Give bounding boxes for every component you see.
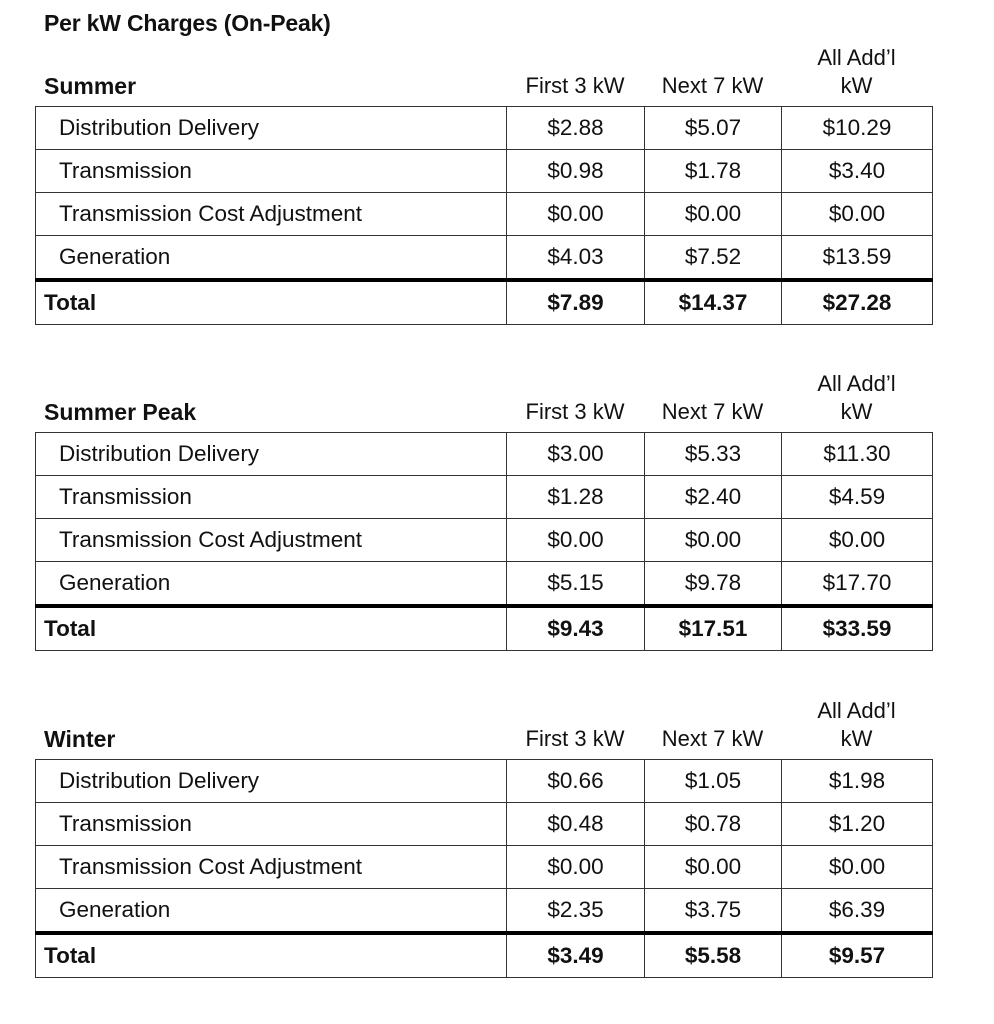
- row-label: Generation: [36, 236, 507, 281]
- page-title: Per kW Charges (On-Peak): [44, 10, 331, 36]
- table-row: [36, 562, 933, 607]
- section-summer-peak: [35, 370, 932, 651]
- cell-value: $0.98: [507, 150, 645, 193]
- column-header-next-7-kw: Next 7 kW: [661, 399, 764, 424]
- rates-table: [35, 759, 933, 978]
- total-label: Total: [36, 606, 507, 651]
- total-value: $9.57: [782, 933, 933, 978]
- cell-value: $9.78: [645, 562, 782, 607]
- rates-table: [35, 432, 933, 651]
- column-header-all-addl-kw: [781, 44, 932, 100]
- row-label: Distribution Delivery: [36, 107, 507, 150]
- total-value: $7.89: [507, 280, 645, 325]
- row-label: Distribution Delivery: [36, 433, 507, 476]
- column-header-first-3-kw: First 3 kW: [525, 726, 625, 751]
- table-row: [36, 889, 933, 934]
- table-row: [36, 760, 933, 803]
- section-header: [35, 370, 932, 432]
- cell-value: $6.39: [782, 889, 933, 934]
- row-label: Distribution Delivery: [36, 760, 507, 803]
- section-header: [35, 44, 932, 106]
- cell-value: $0.00: [507, 519, 645, 562]
- total-value: $14.37: [645, 280, 782, 325]
- cell-value: $2.40: [645, 476, 782, 519]
- cell-value: $0.66: [507, 760, 645, 803]
- total-value: $5.58: [645, 933, 782, 978]
- section-winter: [35, 697, 932, 978]
- table-row: [36, 433, 933, 476]
- cell-value: $1.98: [782, 760, 933, 803]
- cell-value: $2.88: [507, 107, 645, 150]
- column-header-first-3-kw: First 3 kW: [525, 73, 625, 98]
- cell-value: $11.30: [782, 433, 933, 476]
- row-label: Transmission Cost Adjustment: [36, 193, 507, 236]
- table-row: [36, 846, 933, 889]
- table-row: [36, 193, 933, 236]
- total-value: $17.51: [645, 606, 782, 651]
- column-header-next-7-kw: Next 7 kW: [661, 73, 764, 98]
- cell-value: $0.00: [782, 519, 933, 562]
- cell-value: $7.52: [645, 236, 782, 281]
- row-label: Transmission: [36, 803, 507, 846]
- row-label: Transmission: [36, 476, 507, 519]
- cell-value: $0.00: [782, 846, 933, 889]
- column-header-line: kW: [840, 726, 873, 751]
- cell-value: $17.70: [782, 562, 933, 607]
- cell-value: $1.20: [782, 803, 933, 846]
- section-summer: [35, 44, 932, 325]
- cell-value: $2.35: [507, 889, 645, 934]
- cell-value: $0.00: [782, 193, 933, 236]
- column-header-line: All Add’l: [817, 45, 896, 70]
- total-label: Total: [36, 280, 507, 325]
- column-header-first-3-kw: First 3 kW: [525, 399, 625, 424]
- section-header: [35, 697, 932, 759]
- cell-value: $0.00: [645, 846, 782, 889]
- column-header-line: All Add’l: [817, 698, 896, 723]
- total-value: $33.59: [782, 606, 933, 651]
- column-header-next-7-kw: Next 7 kW: [661, 726, 764, 751]
- total-label: Total: [36, 933, 507, 978]
- cell-value: $0.00: [645, 193, 782, 236]
- total-value: $9.43: [507, 606, 645, 651]
- column-header-line: kW: [840, 399, 873, 424]
- column-header-line: kW: [840, 73, 873, 98]
- cell-value: $5.15: [507, 562, 645, 607]
- row-label: Transmission Cost Adjustment: [36, 519, 507, 562]
- total-value: $27.28: [782, 280, 933, 325]
- cell-value: $3.00: [507, 433, 645, 476]
- table-row: [36, 803, 933, 846]
- total-row: [36, 280, 933, 325]
- cell-value: $5.07: [645, 107, 782, 150]
- rates-table: [35, 106, 933, 325]
- table-row: [36, 519, 933, 562]
- cell-value: $3.40: [782, 150, 933, 193]
- table-row: [36, 476, 933, 519]
- row-label: Generation: [36, 562, 507, 607]
- cell-value: $0.00: [645, 519, 782, 562]
- total-value: $3.49: [507, 933, 645, 978]
- row-label: Transmission Cost Adjustment: [36, 846, 507, 889]
- column-header-line: All Add’l: [817, 371, 896, 396]
- row-label: Generation: [36, 889, 507, 934]
- column-header-all-addl-kw: [781, 370, 932, 426]
- table-row: [36, 107, 933, 150]
- cell-value: $4.03: [507, 236, 645, 281]
- cell-value: $1.28: [507, 476, 645, 519]
- cell-value: $1.78: [645, 150, 782, 193]
- total-row: [36, 933, 933, 978]
- column-header-all-addl-kw: [781, 697, 932, 753]
- cell-value: $0.00: [507, 193, 645, 236]
- cell-value: $13.59: [782, 236, 933, 281]
- cell-value: $1.05: [645, 760, 782, 803]
- total-row: [36, 606, 933, 651]
- cell-value: $4.59: [782, 476, 933, 519]
- cell-value: $5.33: [645, 433, 782, 476]
- cell-value: $0.48: [507, 803, 645, 846]
- section-title: Winter: [44, 726, 116, 752]
- cell-value: $0.78: [645, 803, 782, 846]
- table-row: [36, 150, 933, 193]
- row-label: Transmission: [36, 150, 507, 193]
- section-title: Summer Peak: [44, 399, 197, 425]
- cell-value: $10.29: [782, 107, 933, 150]
- cell-value: $0.00: [507, 846, 645, 889]
- table-row: [36, 236, 933, 281]
- section-title: Summer: [44, 73, 137, 99]
- cell-value: $3.75: [645, 889, 782, 934]
